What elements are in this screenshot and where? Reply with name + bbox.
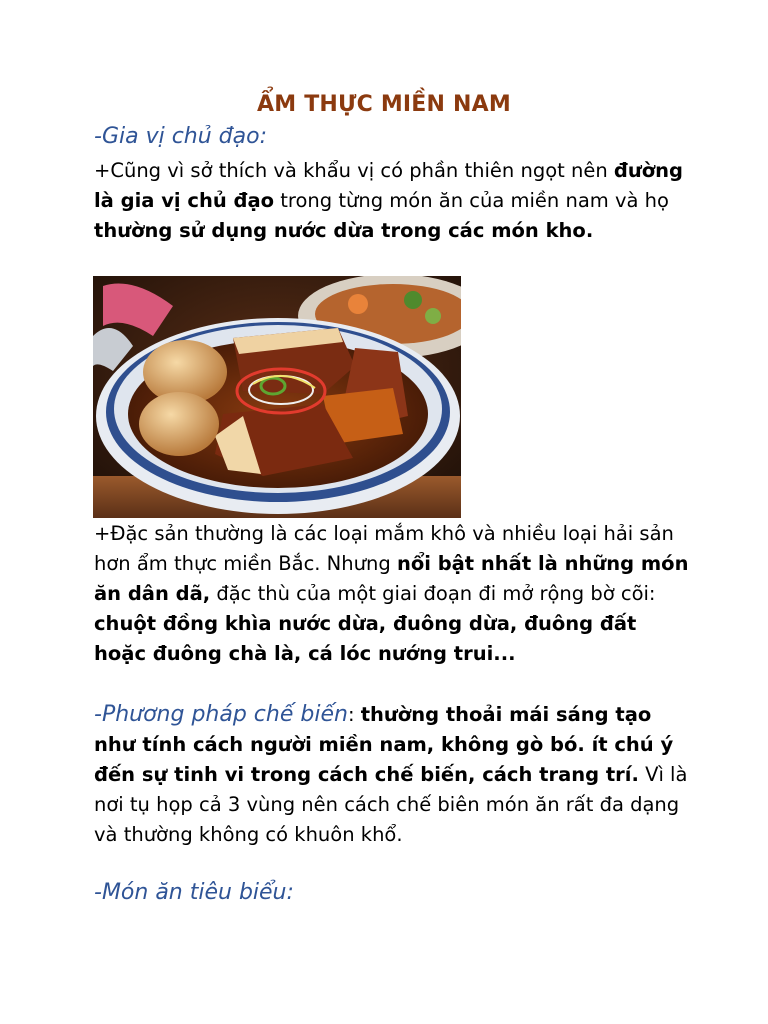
bold-run: nổi bật nhất là những món ăn dân dã, (94, 552, 689, 605)
paragraph-cooking-method (94, 700, 694, 850)
paragraph-specialties (94, 519, 694, 669)
heading-cooking-method: -Phương pháp chế biến (94, 702, 348, 727)
text-run: +Đặc sản thường là các loại mắm khô và nhiều loại hải sản hơn ẩm thực miền Bắc. Nhưng (94, 522, 674, 575)
bold-run: chuột đồng khìa nước dừa, đuông dừa, đuông đất hoặc đuông chà là, cá lóc nướng trui... (94, 612, 637, 665)
paragraph-seasoning (94, 156, 694, 246)
text-run: +Cũng vì sở thích và khẩu vị có phần thiên ngọt nên (94, 159, 614, 182)
heading-seasoning: -Gia vị chủ đạo: (94, 124, 267, 149)
food-photo-braised-pork (93, 276, 461, 518)
bold-run: thường sử dụng nước dừa trong các món kho. (94, 219, 594, 242)
text-run: Vì là nơi tụ họp cả 3 vùng nên cách chế biên món ăn rất đa dạng và thường không có khuôn khổ. (94, 763, 688, 846)
bold-run: thường thoải mái sáng tạo như tính cách người miền nam, không gò bó. ít chú ý đến sự tinh vi trong cách chế biến, cách trang trí. (94, 703, 674, 786)
text-run: trong từng món ăn của miền nam và họ (274, 189, 669, 212)
bold-run: đường là gia vị chủ đạo (94, 159, 683, 212)
page-title: ẨM THỰC MIỀN NAM (257, 92, 511, 117)
text-run: : (347, 703, 361, 726)
text-run: đặc thù của một giai đoạn đi mở rộng bờ cõi: (210, 582, 656, 605)
heading-typical-dishes: -Món ăn tiêu biểu: (94, 880, 294, 905)
